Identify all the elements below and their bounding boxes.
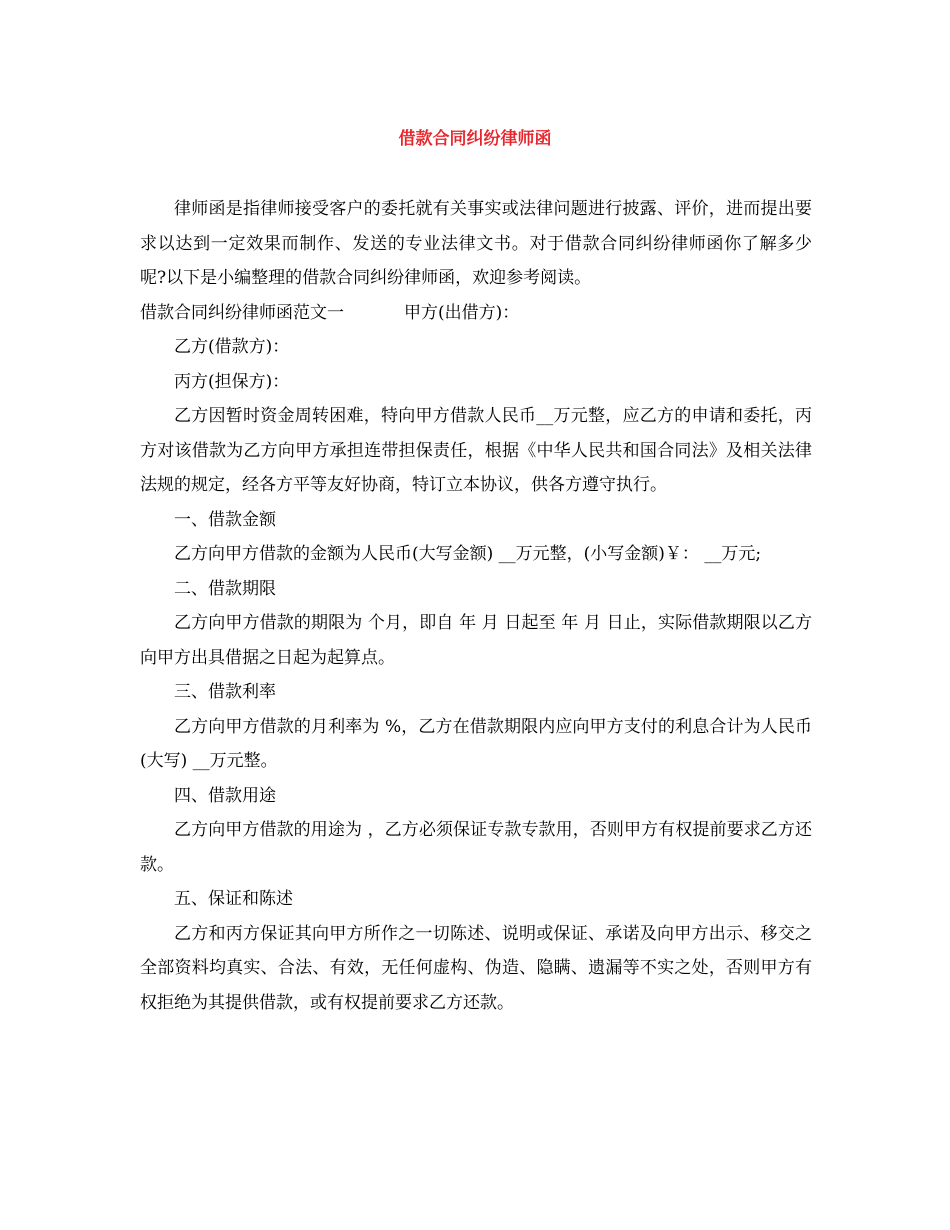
- section-2-heading: 二、借款期限: [174, 578, 276, 599]
- section-1-text: 乙方向甲方借款的金额为人民币(大写金额) __万元整，(小写金额)￥： __万元;: [174, 544, 762, 564]
- section-5-heading: 五、保证和陈述: [174, 889, 293, 909]
- section-4-heading: 四、借款用途: [174, 785, 276, 806]
- party-b-label: 乙方(借款方)：: [174, 337, 290, 357]
- sample-heading-line: [140, 296, 812, 331]
- sample-heading: 借款合同纠纷律师函范文一: [140, 302, 344, 323]
- section-4-text: 乙方向甲方借款的用途为 ，乙方必须保证专款专款用，否则甲方有权提前要求乙方还款。: [140, 820, 812, 875]
- intro-paragraph: 律师函是指律师接受客户的委托就有关事实或法律问题进行披露、评价，进而提出要求以达到一定效果而制作、发送的专业法律文书。对于借款合同纠纷律师函你了解多少呢?以下是小编整理的借款合同纠纷律师函，欢迎参考阅读。: [140, 199, 812, 288]
- preamble-paragraph: 乙方因暂时资金周转困难，特向甲方借款人民币__万元整，应乙方的申请和委托，丙方对该借款为乙方向甲方承担连带担保责任，根据《中华人民共和国合同法》及相关法律法规的规定，经各方平等友好协商，特订立本协议，供各方遵守执行。: [140, 406, 812, 495]
- section-3-heading: 三、借款利率: [174, 682, 276, 702]
- section-5-text: 乙方和丙方保证其向甲方所作之一切陈述、说明或保证、承诺及向甲方出示、移交之全部资料均真实、合法、有效，无任何虚构、伪造、隐瞒、遗漏等不实之处，否则甲方有权拒绝为其提供借款，或有权提前要求乙方还款。: [140, 923, 812, 1013]
- section-2-text: 乙方向甲方借款的期限为 个月，即自 年 月 日起至 年 月 日止，实际借款期限以乙方向甲方出具借据之日起为起算点。: [140, 613, 812, 668]
- document-title: 借款合同纠纷律师函: [398, 129, 552, 149]
- party-c-label: 丙方(担保方)：: [174, 371, 290, 392]
- party-a-label: 甲方(出借方)：: [404, 302, 520, 323]
- section-3-text: 乙方向甲方借款的月利率为 %，乙方在借款期限内应向甲方支付的利息合计为人民币(大写) __万元整。: [140, 716, 812, 771]
- document-body: [140, 192, 812, 1020]
- section-1-heading: 一、借款金额: [174, 509, 276, 530]
